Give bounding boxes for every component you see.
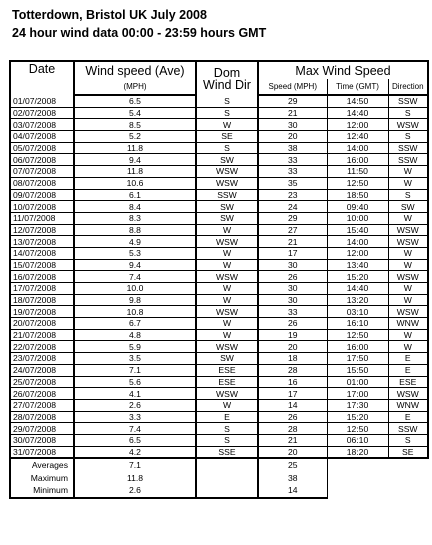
max-direction-cell: S [388, 189, 428, 201]
dominant-direction-cell: S [196, 107, 258, 119]
dominant-direction-cell: W [196, 247, 258, 259]
max-speed-cell: 14 [258, 399, 327, 411]
average-speed-cell: 4.8 [74, 329, 196, 341]
average-speed-cell: 5.4 [74, 107, 196, 119]
summary-row [10, 472, 428, 485]
dominant-direction-cell: WSW [196, 177, 258, 189]
max-speed-cell: 29 [258, 95, 327, 107]
max-direction-cell: WSW [388, 271, 428, 283]
date-cell: 19/07/2008 [10, 306, 74, 318]
max-speed-cell: 17 [258, 247, 327, 259]
average-speed-cell: 7.4 [74, 423, 196, 435]
date-cell: 11/07/2008 [10, 212, 74, 224]
max-direction-cell: W [388, 283, 428, 295]
average-speed-cell: 11.8 [74, 166, 196, 178]
dom-header-line2: Wind Dir [203, 77, 251, 92]
table-row [10, 306, 428, 318]
max-speed-cell: 28 [258, 364, 327, 376]
date-cell: 13/07/2008 [10, 236, 74, 248]
max-time-cell: 06:10 [327, 434, 388, 446]
average-speed-cell: 8.5 [74, 119, 196, 131]
average-speed-cell: 4.2 [74, 446, 196, 458]
table-row [10, 212, 428, 224]
max-speed-cell: 23 [258, 189, 327, 201]
summary-direction-blank [196, 472, 258, 485]
dominant-direction-cell: WSW [196, 236, 258, 248]
max-direction-cell: ESE [388, 376, 428, 388]
date-cell: 18/07/2008 [10, 294, 74, 306]
date-cell: 17/07/2008 [10, 283, 74, 295]
date-cell: 27/07/2008 [10, 399, 74, 411]
dominant-direction-cell: S [196, 142, 258, 154]
average-speed-cell: 10.6 [74, 177, 196, 189]
table-row [10, 283, 428, 295]
max-direction-cell: E [388, 411, 428, 423]
table-row [10, 423, 428, 435]
max-direction-cell: E [388, 364, 428, 376]
max-time-cell: 15:20 [327, 271, 388, 283]
dominant-direction-cell: W [196, 294, 258, 306]
max-speed-cell: 30 [258, 259, 327, 271]
dominant-direction-cell: SW [196, 212, 258, 224]
max-speed-cell: 19 [258, 329, 327, 341]
dominant-direction-cell: W [196, 283, 258, 295]
max-time-cell: 14:00 [327, 142, 388, 154]
summary-empty-cell [327, 484, 388, 498]
max-time-cell: 13:20 [327, 294, 388, 306]
table-row [10, 294, 428, 306]
max-direction-cell: W [388, 341, 428, 353]
dominant-direction-cell: WSW [196, 166, 258, 178]
max-time-cell: 15:40 [327, 224, 388, 236]
average-speed-cell: 4.9 [74, 236, 196, 248]
max-time-cell: 16:00 [327, 341, 388, 353]
max-speed-cell: 26 [258, 271, 327, 283]
max-time-column-header: Time (GMT) [327, 79, 388, 95]
max-speed-cell: 33 [258, 166, 327, 178]
dominant-direction-cell: SSE [196, 446, 258, 458]
max-time-cell: 12:50 [327, 423, 388, 435]
date-cell: 20/07/2008 [10, 318, 74, 330]
max-speed-cell: 38 [258, 142, 327, 154]
max-direction-cell: WSW [388, 224, 428, 236]
max-time-cell: 12:00 [327, 247, 388, 259]
summary-direction-blank [196, 458, 258, 472]
max-direction-cell: W [388, 294, 428, 306]
average-speed-cell: 10.8 [74, 306, 196, 318]
dominant-direction-cell: W [196, 399, 258, 411]
summary-average-speed: 7.1 [74, 458, 196, 472]
max-time-cell: 12:40 [327, 131, 388, 143]
max-time-cell: 01:00 [327, 376, 388, 388]
max-direction-cell: S [388, 107, 428, 119]
average-speed-cell: 5.2 [74, 131, 196, 143]
max-time-cell: 15:50 [327, 364, 388, 376]
table-row [10, 411, 428, 423]
average-speed-cell: 2.6 [74, 399, 196, 411]
max-time-cell: 12:00 [327, 119, 388, 131]
max-speed-cell: 35 [258, 177, 327, 189]
max-speed-cell: 21 [258, 107, 327, 119]
max-direction-cell: E [388, 353, 428, 365]
table-row [10, 177, 428, 189]
max-direction-cell: WNW [388, 318, 428, 330]
average-speed-cell: 7.4 [74, 271, 196, 283]
max-direction-cell: WSW [388, 119, 428, 131]
report-title: Totterdown, Bristol UK July 2008 [12, 8, 207, 22]
dominant-direction-cell: W [196, 224, 258, 236]
dominant-direction-cell: WSW [196, 306, 258, 318]
summary-label: Maximum [10, 472, 74, 485]
max-speed-cell: 30 [258, 294, 327, 306]
max-time-cell: 03:10 [327, 306, 388, 318]
max-direction-cell: WSW [388, 388, 428, 400]
average-speed-cell: 6.5 [74, 95, 196, 107]
max-speed-column-header: Speed (MPH) [258, 79, 327, 95]
max-direction-cell: SSW [388, 154, 428, 166]
date-cell: 23/07/2008 [10, 353, 74, 365]
max-direction-cell: SSW [388, 423, 428, 435]
max-speed-cell: 20 [258, 446, 327, 458]
max-direction-cell: WNW [388, 399, 428, 411]
table-row [10, 388, 428, 400]
max-direction-column-header: Direction [388, 79, 428, 95]
average-speed-cell: 9.4 [74, 154, 196, 166]
table-row [10, 142, 428, 154]
summary-label: Minimum [10, 484, 74, 498]
max-time-cell: 14:00 [327, 236, 388, 248]
max-time-cell: 10:00 [327, 212, 388, 224]
table-row [10, 446, 428, 458]
average-speed-cell: 5.3 [74, 247, 196, 259]
date-cell: 21/07/2008 [10, 329, 74, 341]
max-direction-cell: W [388, 212, 428, 224]
dominant-direction-cell: SW [196, 353, 258, 365]
date-cell: 30/07/2008 [10, 434, 74, 446]
date-cell: 28/07/2008 [10, 411, 74, 423]
wind-speed-header-text: Wind speed [85, 63, 152, 78]
dominant-direction-cell: S [196, 95, 258, 107]
dominant-direction-cell: WSW [196, 341, 258, 353]
average-speed-cell: 6.5 [74, 434, 196, 446]
wind-speed-column-header [74, 61, 196, 79]
dominant-direction-cell: ESE [196, 376, 258, 388]
table-row [10, 341, 428, 353]
date-cell: 26/07/2008 [10, 388, 74, 400]
wind-data-table [9, 60, 429, 499]
max-direction-cell: SW [388, 201, 428, 213]
max-time-cell: 14:40 [327, 283, 388, 295]
table-row [10, 259, 428, 271]
summary-max-speed: 14 [258, 484, 327, 498]
max-speed-cell: 33 [258, 306, 327, 318]
date-cell: 09/07/2008 [10, 189, 74, 201]
summary-direction-blank [196, 484, 258, 498]
max-time-cell: 17:30 [327, 399, 388, 411]
date-cell: 14/07/2008 [10, 247, 74, 259]
date-cell: 06/07/2008 [10, 154, 74, 166]
max-speed-cell: 30 [258, 119, 327, 131]
max-direction-cell: SE [388, 446, 428, 458]
daily-rows [10, 95, 428, 458]
table-row [10, 376, 428, 388]
table-row [10, 189, 428, 201]
max-time-cell: 15:20 [327, 411, 388, 423]
max-direction-cell: W [388, 166, 428, 178]
average-speed-cell: 8.8 [74, 224, 196, 236]
max-time-cell: 18:20 [327, 446, 388, 458]
max-time-cell: 16:00 [327, 154, 388, 166]
dominant-direction-cell: W [196, 119, 258, 131]
dom-header-line1: Dom [213, 65, 241, 80]
max-speed-cell: 20 [258, 341, 327, 353]
date-cell: 02/07/2008 [10, 107, 74, 119]
max-speed-cell: 16 [258, 376, 327, 388]
max-direction-cell: SSW [388, 142, 428, 154]
max-time-cell: 12:50 [327, 177, 388, 189]
date-cell: 08/07/2008 [10, 177, 74, 189]
date-cell: 24/07/2008 [10, 364, 74, 376]
average-speed-cell: 3.3 [74, 411, 196, 423]
max-direction-cell: W [388, 329, 428, 341]
summary-average-speed: 11.8 [74, 472, 196, 485]
date-cell: 31/07/2008 [10, 446, 74, 458]
max-direction-cell: WSW [388, 306, 428, 318]
max-speed-cell: 21 [258, 434, 327, 446]
table-row [10, 119, 428, 131]
dominant-direction-cell: W [196, 329, 258, 341]
report-subtitle: 24 hour wind data 00:00 - 23:59 hours GMT [12, 26, 267, 40]
table-row [10, 364, 428, 376]
average-speed-cell: 7.1 [74, 364, 196, 376]
dominant-direction-cell: E [196, 411, 258, 423]
max-wind-speed-group-header: Max Wind Speed [258, 61, 428, 79]
max-time-cell: 12:50 [327, 329, 388, 341]
summary-rows [10, 458, 428, 498]
max-time-cell: 16:10 [327, 318, 388, 330]
max-time-cell: 17:50 [327, 353, 388, 365]
dominant-direction-cell: S [196, 423, 258, 435]
average-speed-cell: 6.7 [74, 318, 196, 330]
table-row [10, 247, 428, 259]
average-speed-cell: 8.4 [74, 201, 196, 213]
max-direction-cell: W [388, 247, 428, 259]
average-speed-cell: 8.3 [74, 212, 196, 224]
max-direction-cell: W [388, 259, 428, 271]
date-cell: 01/07/2008 [10, 95, 74, 107]
max-direction-cell: W [388, 177, 428, 189]
summary-empty-cell [388, 472, 428, 485]
max-direction-cell: WSW [388, 236, 428, 248]
max-speed-cell: 21 [258, 236, 327, 248]
table-row [10, 201, 428, 213]
max-time-cell: 18:50 [327, 189, 388, 201]
table-row [10, 318, 428, 330]
max-speed-cell: 27 [258, 224, 327, 236]
max-time-cell: 09:40 [327, 201, 388, 213]
summary-row [10, 458, 428, 472]
date-cell: 29/07/2008 [10, 423, 74, 435]
summary-empty-cell [388, 484, 428, 498]
average-speed-cell: 9.4 [74, 259, 196, 271]
summary-empty-cell [327, 472, 388, 485]
date-cell: 04/07/2008 [10, 131, 74, 143]
max-speed-cell: 28 [258, 423, 327, 435]
table-row [10, 353, 428, 365]
dominant-direction-cell: ESE [196, 364, 258, 376]
table-row [10, 131, 428, 143]
max-direction-cell: SSW [388, 95, 428, 107]
summary-average-speed: 2.6 [74, 484, 196, 498]
table-row [10, 224, 428, 236]
summary-empty-cell [327, 458, 388, 472]
date-cell: 07/07/2008 [10, 166, 74, 178]
table-row [10, 166, 428, 178]
table-row [10, 107, 428, 119]
max-speed-cell: 20 [258, 131, 327, 143]
max-time-cell: 14:40 [327, 107, 388, 119]
max-speed-cell: 33 [258, 154, 327, 166]
average-speed-cell: 11.8 [74, 142, 196, 154]
average-speed-cell: 9.8 [74, 294, 196, 306]
max-time-cell: 17:00 [327, 388, 388, 400]
table-row [10, 236, 428, 248]
date-cell: 25/07/2008 [10, 376, 74, 388]
max-speed-cell: 26 [258, 318, 327, 330]
max-direction-cell: S [388, 434, 428, 446]
date-cell: 05/07/2008 [10, 142, 74, 154]
max-speed-cell: 24 [258, 201, 327, 213]
date-cell: 12/07/2008 [10, 224, 74, 236]
summary-row [10, 484, 428, 498]
max-speed-cell: 30 [258, 283, 327, 295]
dominant-direction-cell: S [196, 434, 258, 446]
average-speed-cell: 4.1 [74, 388, 196, 400]
table-row [10, 329, 428, 341]
date-cell: 10/07/2008 [10, 201, 74, 213]
date-column-header: Date [10, 61, 74, 95]
max-speed-cell: 29 [258, 212, 327, 224]
date-cell: 15/07/2008 [10, 259, 74, 271]
date-cell: 16/07/2008 [10, 271, 74, 283]
dominant-direction-cell: SW [196, 154, 258, 166]
max-time-cell: 13:40 [327, 259, 388, 271]
dom-wind-dir-column-header [196, 61, 258, 95]
average-speed-cell: 6.1 [74, 189, 196, 201]
dominant-direction-cell: SSW [196, 189, 258, 201]
average-speed-cell: 5.9 [74, 341, 196, 353]
wind-speed-header-suffix: (Ave) [154, 63, 185, 78]
max-speed-cell: 18 [258, 353, 327, 365]
dominant-direction-cell: SW [196, 201, 258, 213]
table-row [10, 434, 428, 446]
table-row [10, 154, 428, 166]
average-speed-cell: 3.5 [74, 353, 196, 365]
dominant-direction-cell: W [196, 259, 258, 271]
max-speed-cell: 17 [258, 388, 327, 400]
date-cell: 03/07/2008 [10, 119, 74, 131]
table-row [10, 399, 428, 411]
dominant-direction-cell: W [196, 318, 258, 330]
date-cell: 22/07/2008 [10, 341, 74, 353]
dominant-direction-cell: WSW [196, 271, 258, 283]
max-time-cell: 11:50 [327, 166, 388, 178]
summary-max-speed: 25 [258, 458, 327, 472]
average-speed-cell: 10.0 [74, 283, 196, 295]
average-speed-cell: 5.6 [74, 376, 196, 388]
max-speed-cell: 26 [258, 411, 327, 423]
max-time-cell: 14:50 [327, 95, 388, 107]
max-direction-cell: S [388, 131, 428, 143]
dominant-direction-cell: WSW [196, 388, 258, 400]
table-row [10, 95, 428, 107]
dominant-direction-cell: SE [196, 131, 258, 143]
table-row [10, 271, 428, 283]
summary-label: Averages [10, 458, 74, 472]
wind-speed-unit-header: (MPH) [74, 79, 196, 95]
summary-max-speed: 38 [258, 472, 327, 485]
summary-empty-cell [388, 458, 428, 472]
